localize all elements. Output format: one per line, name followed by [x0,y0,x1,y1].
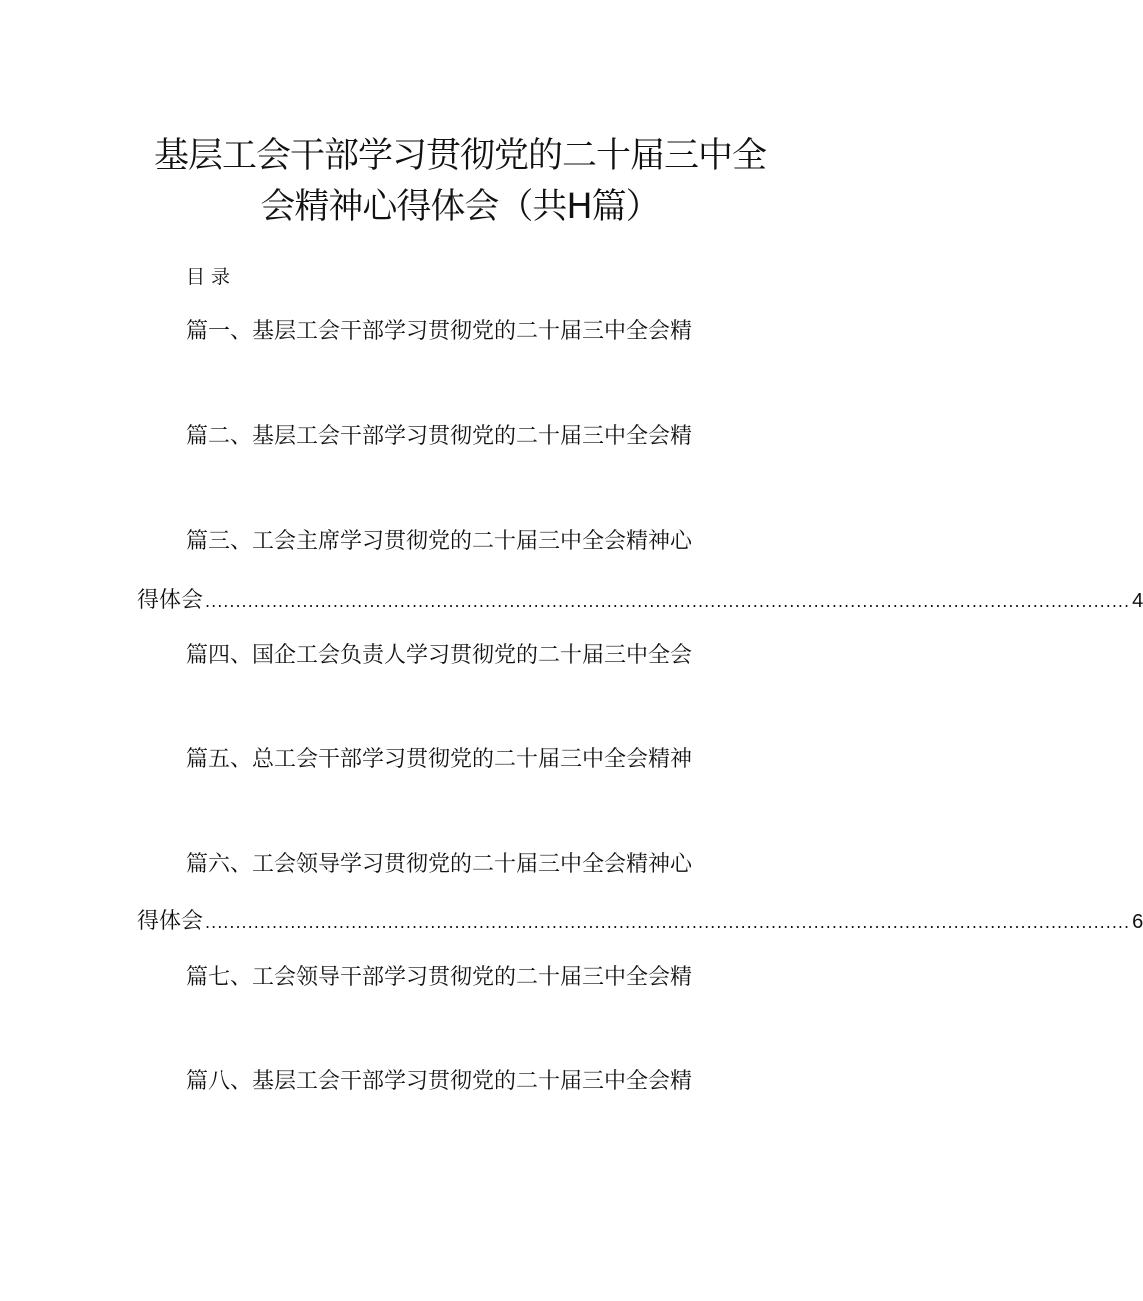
toc-entry-6[interactable]: 篇六、工会领导学习贯彻党的二十届三中全会精神心 [186,852,693,877]
dot-leader: ........................................................................................................................................................ [205,913,1131,932]
toc-entry-2[interactable]: 篇二、基层工会干部学习贯彻党的二十届三中全会精 [186,424,693,449]
toc-entry-7[interactable]: 篇七、工会领导干部学习贯彻党的二十届三中全会精 [186,965,693,990]
toc-entry-5[interactable]: 篇五、总工会干部学习贯彻党的二十届三中全会精神 [186,747,693,772]
toc-entry-1[interactable]: 篇一、基层工会干部学习贯彻党的二十届三中全会精 [186,319,693,344]
toc-entry-3-continuation-text: 得体会 [137,588,204,613]
toc-entry-6-continuation-text: 得体会 [137,909,204,934]
toc-entry-8[interactable]: 篇八、基层工会干部学习贯彻党的二十届三中全会精 [186,1069,693,1094]
toc-entry-6-page-number: 6 [1132,911,1143,933]
toc-entry-3-page-number: 4 [1132,590,1143,612]
toc-entry-4[interactable]: 篇四、国企工会负责人学习贯彻党的二十届三中全会 [186,643,693,668]
toc-entry-6-continuation[interactable] [137,908,1143,937]
toc-entry-3-continuation[interactable] [137,587,1143,616]
dot-leader: ........................................................................................................................................................ [205,592,1131,611]
toc-heading: 目录 [186,266,237,288]
document-title-line-2: 会精神心得体会（共H篇） [260,187,660,227]
toc-entry-3[interactable]: 篇三、工会主席学习贯彻党的二十届三中全会精神心 [186,529,693,554]
document-title-line-1: 基层工会干部学习贯彻党的二十届三中全 [153,136,766,176]
